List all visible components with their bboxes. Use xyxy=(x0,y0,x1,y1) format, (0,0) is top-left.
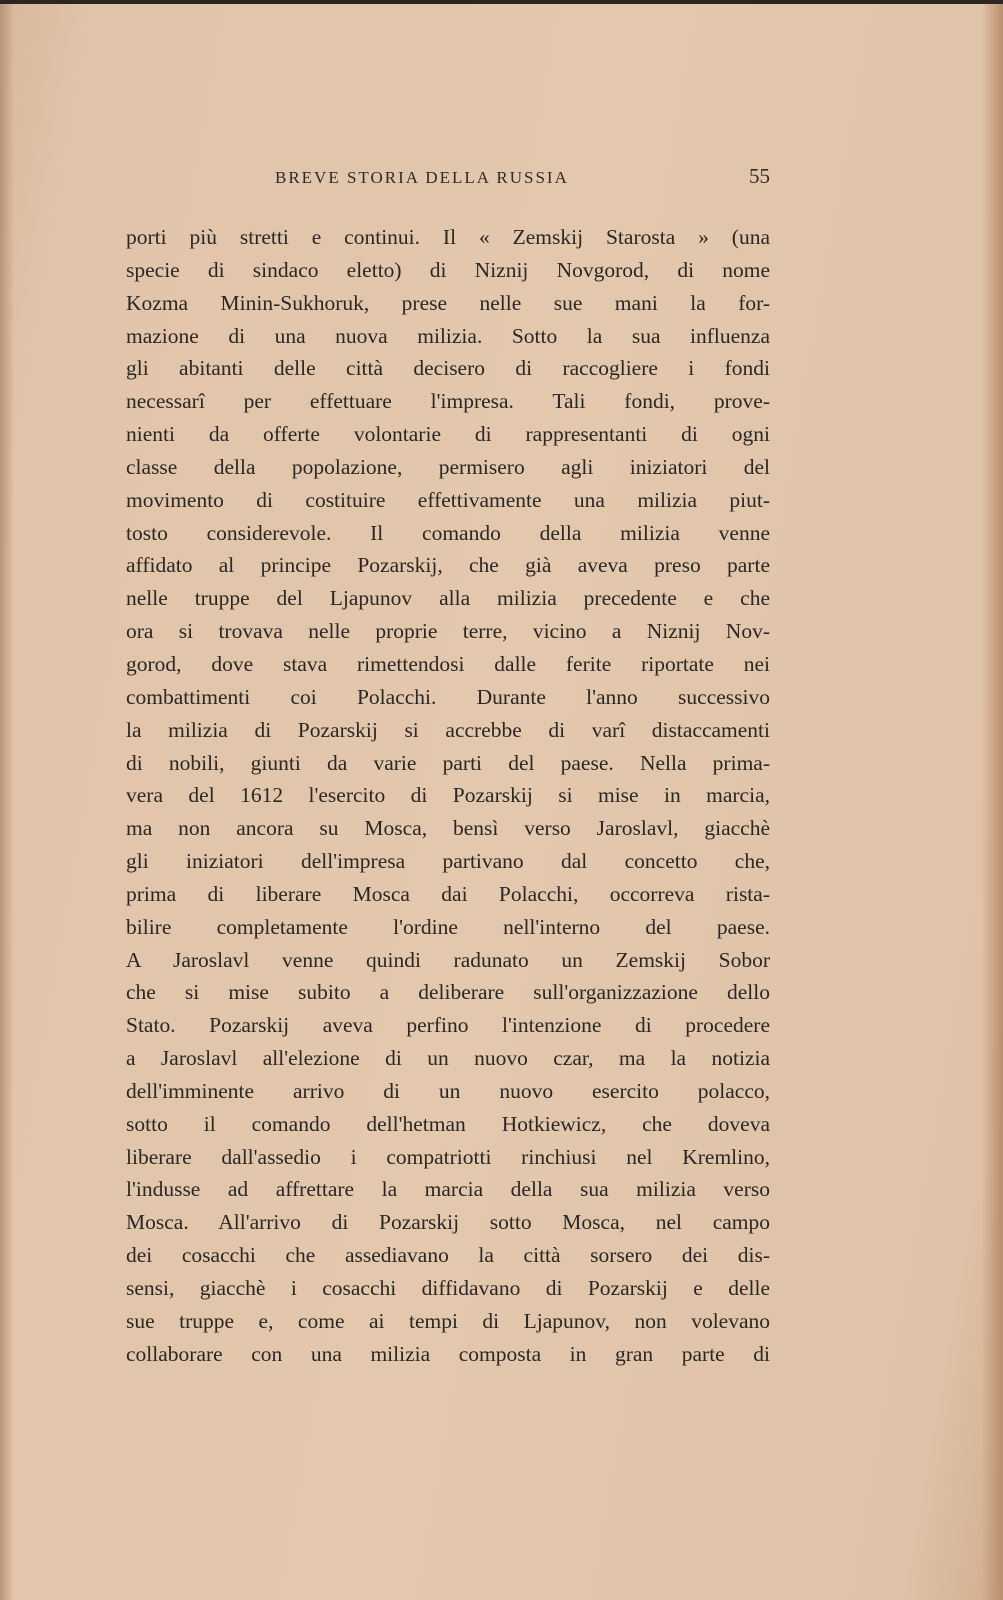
text-line: tosto considerevole. Il comando della milizia venne xyxy=(126,520,770,545)
text-line: Mosca. All'arrivo di Pozarskij sotto Mosca, nel campo xyxy=(126,1210,770,1235)
text-line: prima di liberare Mosca dai Polacchi, occorreva rista- xyxy=(126,881,770,906)
text-line: Kozma Minin-Sukhoruk, prese nelle sue mani la for- xyxy=(126,290,770,315)
text-line: dell'imminente arrivo di un nuovo esercito polacco, xyxy=(126,1078,770,1103)
text-line: nelle truppe del Ljapunov alla milizia precedente e che xyxy=(126,586,770,611)
body-text xyxy=(126,221,770,1371)
text-line: combattimenti coi Polacchi. Durante l'anno successivo xyxy=(126,684,770,709)
text-line: classe della popolazione, permisero agli iniziatori del xyxy=(126,454,770,479)
text-line: porti più stretti e continui. Il « Zemskij Starosta » (una xyxy=(126,225,770,249)
text-line: vera del 1612 l'esercito di Pozarskij si mise in marcia, xyxy=(126,783,770,808)
text-line: affidato al principe Pozarskij, che già aveva preso parte xyxy=(126,553,770,578)
running-header xyxy=(128,164,770,194)
text-line: sue truppe e, come ai tempi di Ljapunov, non volevano xyxy=(126,1308,770,1333)
text-line: di nobili, giunti da varie parti del paese. Nella prima- xyxy=(126,750,770,775)
text-line: A Jaroslavl venne quindi radunato un Zemskij Sobor xyxy=(126,947,770,972)
text-line: ora si trovava nelle proprie terre, vicino a Niznij Nov- xyxy=(126,619,770,644)
text-line: Stato. Pozarskij aveva perfino l'intenzione di procedere xyxy=(126,1013,770,1038)
text-line: sensi, giacchè i cosacchi diffidavano di Pozarskij e delle xyxy=(126,1276,770,1300)
text-line: che si mise subito a deliberare sull'organizzazione dello xyxy=(126,980,770,1005)
text-line: bilire completamente l'ordine nell'interno del paese. xyxy=(126,914,770,939)
text-line: la milizia di Pozarskij si accrebbe di varî distaccamenti xyxy=(126,717,770,742)
text-line: a Jaroslavl all'elezione di un nuovo czar, ma la notizia xyxy=(126,1046,770,1071)
text-line: movimento di costituire effettivamente una milizia piut- xyxy=(126,487,770,512)
text-line: liberare dall'assedio i compatriotti rinchiusi nel Kremlino, xyxy=(126,1144,770,1169)
text-line: ma non ancora su Mosca, bensì verso Jaroslavl, giacchè xyxy=(126,816,770,841)
text-line: gli iniziatori dell'impresa partivano dal concetto che, xyxy=(126,849,770,874)
text-line: sotto il comando dell'hetman Hotkiewicz, che doveva xyxy=(126,1111,770,1136)
text-line: specie di sindaco eletto) di Niznij Novgorod, di nome xyxy=(126,257,770,282)
text-line: gli abitanti delle città decisero di raccogliere i fondi xyxy=(126,356,770,381)
text-line: necessarî per effettuare l'impresa. Tali fondi, prove- xyxy=(126,389,770,414)
book-page xyxy=(0,4,1003,1600)
text-line: gorod, dove stava rimettendosi dalle ferite riportate nei xyxy=(126,651,770,676)
page-number: 55 xyxy=(749,164,770,188)
text-line: collaborare con una milizia composta in gran parte di xyxy=(126,1341,770,1366)
text-line: mazione di una nuova milizia. Sotto la sua influenza xyxy=(126,323,770,348)
text-line: nienti da offerte volontarie di rappresentanti di ogni xyxy=(126,422,770,447)
text-line: l'indusse ad affrettare la marcia della sua milizia verso xyxy=(126,1177,770,1202)
running-title: BREVE STORIA DELLA RUSSIA xyxy=(275,168,569,187)
text-line: dei cosacchi che assediavano la città sorsero dei dis- xyxy=(126,1243,770,1268)
